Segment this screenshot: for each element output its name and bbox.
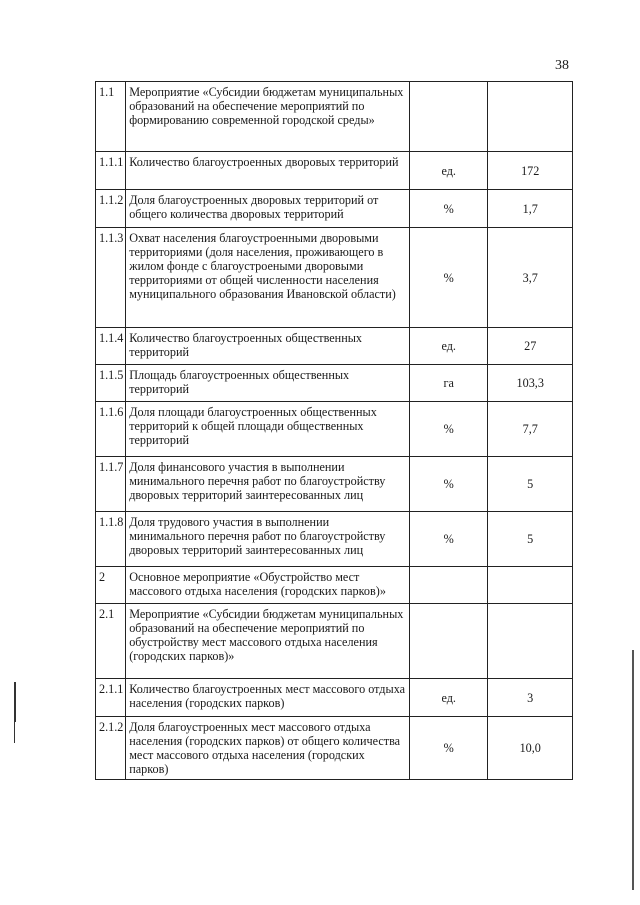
row-code: 1.1.2: [96, 190, 126, 228]
row-code: 1.1.4: [96, 328, 126, 365]
indicators-table: [95, 81, 573, 780]
row-name: Мероприятие «Субсидии бюджетам муниципальных образований на обеспечение мероприятий по обустройству мест массового отдыха населения (городских парков)»: [126, 604, 410, 679]
table-row: [96, 512, 573, 567]
row-name: Доля площади благоустроенных общественных территорий к общей площади общественных территорий: [126, 402, 410, 457]
page-number: 38: [555, 58, 569, 73]
row-code: 1.1.3: [96, 228, 126, 328]
table-row: [96, 604, 573, 679]
table-row: [96, 365, 573, 402]
row-value: 5: [488, 457, 573, 512]
row-unit: %: [409, 228, 487, 328]
row-code: 2.1.1: [96, 679, 126, 717]
row-code: 1.1.6: [96, 402, 126, 457]
row-name: Основное мероприятие «Обустройство мест массового отдыха населения (городских парков)»: [126, 567, 410, 604]
table-row: [96, 567, 573, 604]
row-value: 1,7: [488, 190, 573, 228]
row-name: Мероприятие «Субсидии бюджетам муниципальных образований на обеспечение мероприятий по формированию современной городской среды»: [126, 82, 410, 152]
table-row: [96, 679, 573, 717]
row-unit: %: [409, 717, 487, 780]
row-value: 10,0: [488, 717, 573, 780]
row-unit: ед.: [409, 679, 487, 717]
row-code: 1.1.8: [96, 512, 126, 567]
table-row: [96, 190, 573, 228]
row-value: [488, 82, 573, 152]
row-value: 27: [488, 328, 573, 365]
row-code: 2: [96, 567, 126, 604]
row-unit: %: [409, 402, 487, 457]
table-row: [96, 152, 573, 190]
row-value: [488, 604, 573, 679]
row-unit: %: [409, 512, 487, 567]
row-unit: [409, 567, 487, 604]
table-row: [96, 457, 573, 512]
table-row: [96, 82, 573, 152]
row-code: 2.1: [96, 604, 126, 679]
row-value: 3: [488, 679, 573, 717]
row-unit: %: [409, 457, 487, 512]
row-unit: ед.: [409, 328, 487, 365]
row-name: Доля трудового участия в выполнении минимального перечня работ по благоустройству дворовых территорий заинтересованных лиц: [126, 512, 410, 567]
scan-artifact-edge: [632, 650, 634, 890]
table-row: [96, 228, 573, 328]
row-name: Площадь благоустроенных общественных территорий: [126, 365, 410, 402]
table-row: [96, 328, 573, 365]
row-unit: %: [409, 190, 487, 228]
row-name: Количество благоустроенных общественных территорий: [126, 328, 410, 365]
row-unit: [409, 82, 487, 152]
table-row: [96, 717, 573, 780]
row-value: 7,7: [488, 402, 573, 457]
row-unit: га: [409, 365, 487, 402]
row-unit: ед.: [409, 152, 487, 190]
row-name: Количество благоустроенных мест массового отдыха населения (городских парков): [126, 679, 410, 717]
row-name: Доля финансового участия в выполнении минимального перечня работ по благоустройству дворовых территорий заинтересованных лиц: [126, 457, 410, 512]
row-value: 3,7: [488, 228, 573, 328]
row-value: 5: [488, 512, 573, 567]
row-unit: [409, 604, 487, 679]
row-code: 1.1.1: [96, 152, 126, 190]
row-code: 2.1.2: [96, 717, 126, 780]
scan-artifact-line: [14, 683, 15, 743]
table-row: [96, 402, 573, 457]
row-code: 1.1.5: [96, 365, 126, 402]
row-name: Доля благоустроенных дворовых территорий от общего количества дворовых территорий: [126, 190, 410, 228]
row-name: Охват населения благоустроенными дворовыми территориями (доля населения, проживающего в жилом фонде с благоустроеными дворовыми территориями от общей численности населения муниципального образования Ивановской области): [126, 228, 410, 328]
row-name: Доля благоустроенных мест массового отдыха населения (городских парков) от общего количества мест массового отдыха населения (городских парков): [126, 717, 410, 780]
row-value: 172: [488, 152, 573, 190]
row-value: [488, 567, 573, 604]
row-code: 1.1: [96, 82, 126, 152]
row-value: 103,3: [488, 365, 573, 402]
row-code: 1.1.7: [96, 457, 126, 512]
row-name: Количество благоустроенных дворовых территорий: [126, 152, 410, 190]
